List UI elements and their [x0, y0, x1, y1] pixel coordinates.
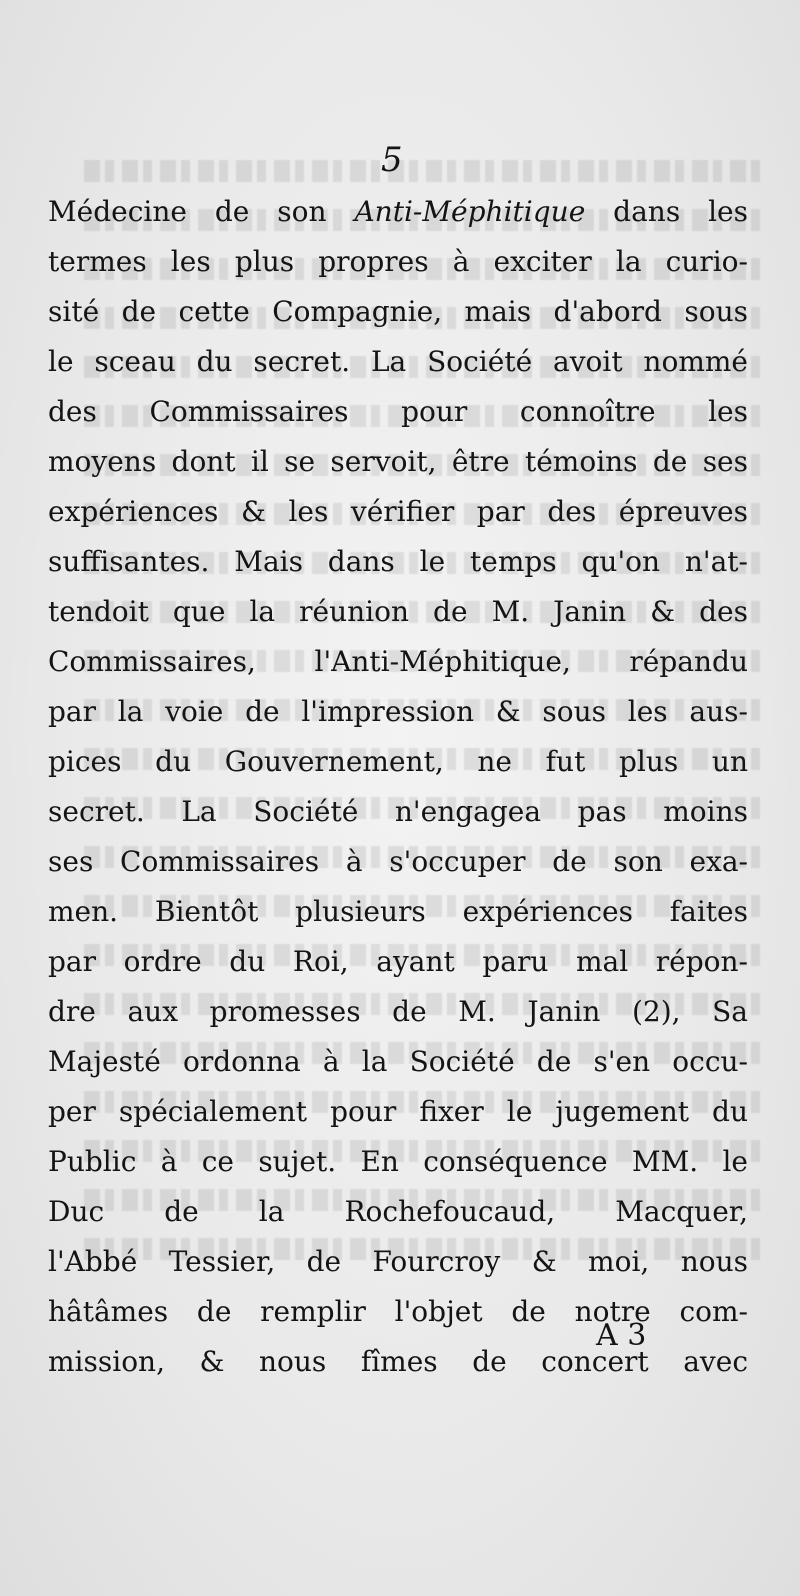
- text-line: suffisantes. Mais dans le temps qu'on n'at-: [48, 545, 748, 578]
- text-line: par la voie de l'impression & sous les aus-: [48, 695, 748, 728]
- text-line: des Commissaires pour connoître les: [48, 395, 748, 428]
- text-line: Commissaires, l'Anti-Méphitique, répandu: [48, 645, 748, 678]
- text-line: pices du Gouvernement, ne fut plus un: [48, 745, 748, 778]
- text-line: expériences & les vérifier par des épreuves: [48, 495, 748, 528]
- body-text: [48, 187, 748, 1387]
- text-line: men. Bientôt plusieurs expériences faites: [48, 895, 748, 928]
- text-line: sité de cette Compagnie, mais d'abord sous: [48, 295, 748, 328]
- text-line: Public à ce sujet. En conséquence MM. le: [48, 1145, 748, 1178]
- text-line: per spécialement pour fixer le jugement du: [48, 1095, 748, 1128]
- text-line: l'Abbé Tessier, de Fourcroy & moi, nous: [48, 1245, 748, 1278]
- page-number: 5: [381, 140, 403, 180]
- text-line: moyens dont il se servoit, être témoins de ses: [48, 445, 748, 478]
- text-line: Médecine de son Anti-Méphitique dans les: [48, 195, 748, 228]
- text-line: termes les plus propres à exciter la curio-: [48, 245, 748, 278]
- text-line: dre aux promesses de M. Janin (2), Sa: [48, 995, 748, 1028]
- text-line: Majesté ordonna à la Société de s'en occu-: [48, 1045, 748, 1078]
- text-line: Duc de la Rochefoucaud, Macquer,: [48, 1195, 748, 1228]
- signature-mark: A 3: [596, 1318, 647, 1353]
- text-line: mission, & nous fîmes de concert avec: [48, 1345, 748, 1378]
- text-line: secret. La Société n'engagea pas moins: [48, 795, 748, 828]
- text-line: tendoit que la réunion de M. Janin & des: [48, 595, 748, 628]
- text-line: le sceau du secret. La Société avoit nommé: [48, 345, 748, 378]
- italic-title: Anti-Méphitique: [354, 195, 586, 228]
- text-line: ses Commissaires à s'occuper de son exa-: [48, 845, 748, 878]
- text-line: par ordre du Roi, ayant paru mal répon-: [48, 945, 748, 978]
- text-line: hâtâmes de remplir l'objet de notre com-: [48, 1295, 748, 1328]
